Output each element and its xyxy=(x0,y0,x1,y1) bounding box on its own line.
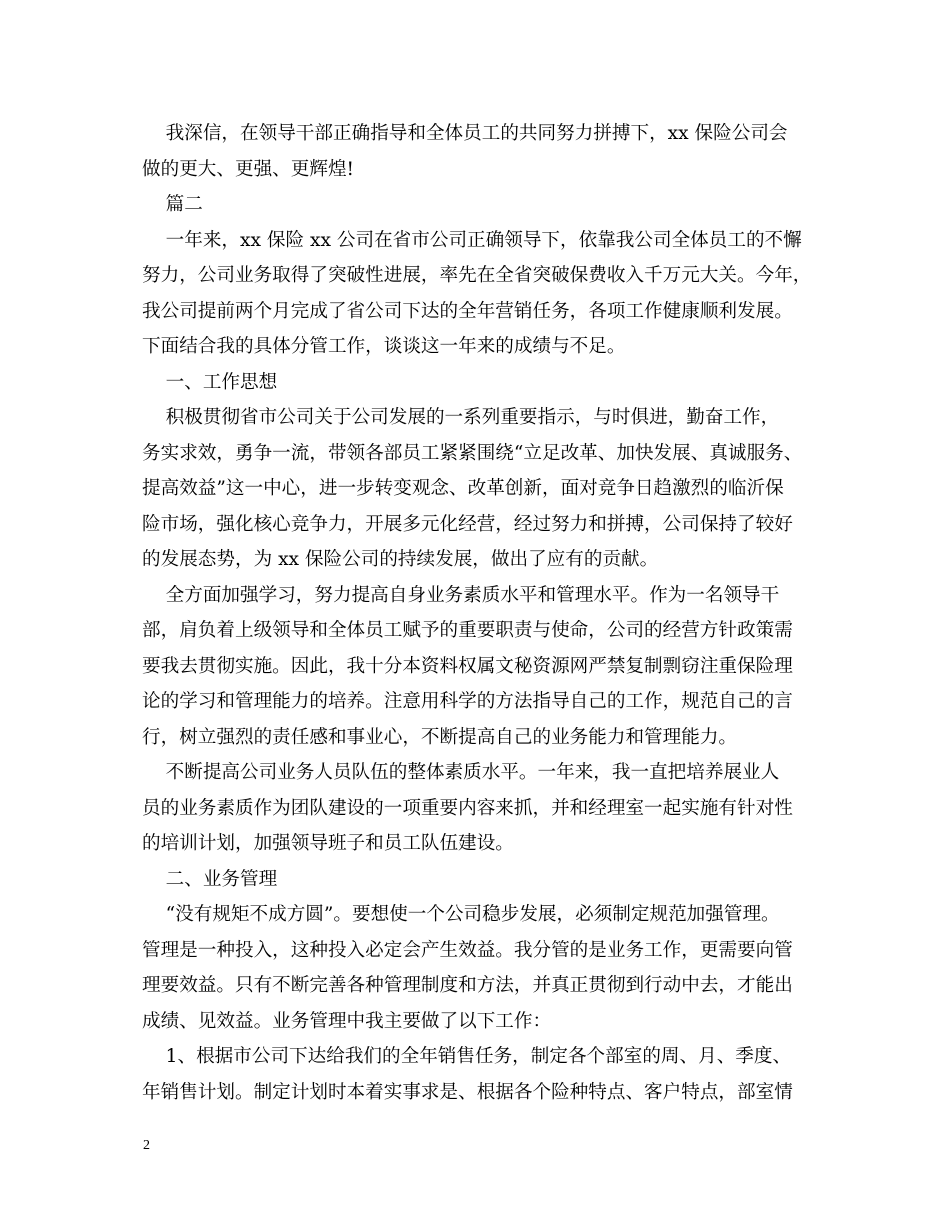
text-line: 的发展态势，为 xx 保险公司的持续发展，做出了应有的贡献。 xyxy=(142,549,659,570)
page-number: 2 xyxy=(143,1138,150,1153)
text-line: 一、工作思想 xyxy=(142,371,278,393)
text-line: 篇二 xyxy=(142,194,203,215)
text-line: 的培训计划，加强领导班子和员工队伍建设。 xyxy=(142,833,514,854)
text-line: 年销售计划。制定计划时本着实事求是、根据各个险种特点、客户特点，部室情 xyxy=(142,1081,793,1103)
text-line: “没有规矩不成方圆”。要想使一个公司稳步发展，必须制定规范加强管理。 xyxy=(142,904,780,925)
text-line: 全方面加强学习，努力提高自身业务素质水平和管理水平。作为一名领导干 xyxy=(142,584,780,606)
text-line: 成绩、见效益。业务管理中我主要做了以下工作： xyxy=(142,1010,552,1032)
text-line: 提高效益”这一中心，进一步转变观念、改革创新，面对竞争日趋激烈的临沂保 xyxy=(142,478,784,499)
text-line: 我深信，在领导干部正确指导和全体员工的共同努力拼搏下，xx 保险公司会 xyxy=(142,123,788,144)
text-line: 理要效益。只有不断完善各种管理制度和方法，并真正贯彻到行动中去，才能出 xyxy=(142,975,793,996)
text-line: 1、根据市公司下达给我们的全年销售任务，制定各个部室的周、月、季度、 xyxy=(142,1046,792,1067)
text-line: 部，肩负着上级领导和全体员工赋予的重要职责与使命，公司的经营方针政策需 xyxy=(142,620,793,641)
text-line: 不断提高公司业务人员队伍的整体素质水平。一年来，我一直把培养展业人 xyxy=(142,762,780,783)
text-line: 行，树立强烈的责任感和事业心，不断提高自己的业务能力和管理能力。 xyxy=(142,726,738,748)
text-line: 积极贯彻省市公司关于公司发展的一系列重要指示，与时俱进，勤奋工作， xyxy=(142,407,780,428)
text-line: 努力，公司业务取得了突破性进展，率先在全省突破保费收入千万元大关。今年， xyxy=(142,265,812,286)
text-line: 二、业务管理 xyxy=(142,868,278,890)
text-line: 我公司提前两个月完成了省公司下达的全年营销任务，各项工作健康顺利发展。 xyxy=(142,300,793,322)
text-line: 管理是一种投入，这种投入必定会产生效益。我分管的是业务工作，更需要向管 xyxy=(142,939,793,961)
text-line: 下面结合我的具体分管工作，谈谈这一年来的成绩与不足。 xyxy=(142,336,626,357)
text-line: 务实求效，勇争一流，带领各部员工紧紧围绕“立足改革、加快发展、真诚服务、 xyxy=(142,442,803,464)
text-line: 员的业务素质作为团队建设的一项重要内容来抓，并和经理室一起实施有针对性 xyxy=(142,797,793,819)
text-line: 做的更大、更强、更辉煌! xyxy=(142,158,355,180)
text-line: 险市场，强化核心竞争力，开展多元化经营，经过努力和拼搏，公司保持了较好 xyxy=(142,513,793,535)
text-line: 一年来，xx 保险 xx 公司在省市公司正确领导下，依靠我公司全体员工的不懈 xyxy=(142,229,802,251)
document-body xyxy=(142,116,814,1110)
text-line: 要我去贯彻实施。因此，我十分本资料权属文秘资源网严禁复制剽窃注重保险理 xyxy=(142,655,793,677)
text-line: 论的学习和管理能力的培养。注意用科学的方法指导自己的工作，规范自己的言 xyxy=(142,691,793,712)
